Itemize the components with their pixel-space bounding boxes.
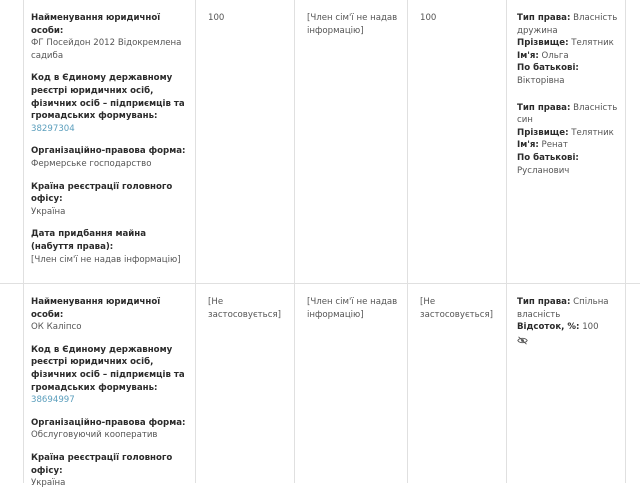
surname: Телятник: [571, 127, 614, 138]
patronymic: Вікторівна: [517, 75, 565, 86]
table-cell-value: 100: [420, 13, 437, 23]
field-label: Ім'я:: [517, 140, 539, 151]
eye-slash-icon[interactable]: [517, 336, 528, 350]
right-type: Спільна власність: [517, 297, 609, 320]
field-label: По батькові:: [517, 63, 579, 74]
field-label: Тип права:: [517, 13, 571, 23]
field-label: Найменування юридичної особи:: [31, 297, 161, 320]
legal-form: Обслуговуючий кооператив: [31, 430, 158, 441]
first-name: Ольга: [541, 50, 569, 61]
surname: Телятник: [571, 38, 614, 49]
patronymic: Русланович: [517, 165, 570, 176]
country: Україна: [31, 206, 66, 217]
field-label: Тип права:: [517, 297, 571, 307]
field-label: Код в Єдиному державному реєстрі юридичних осіб, фізичних осіб – підприємців та громадських формувань:: [31, 73, 185, 122]
table-cell-company: [31, 12, 189, 276]
first-name: Ренат: [541, 140, 568, 151]
company-name: ФГ Посейдон 2012 Відокремлена садиба: [31, 38, 182, 61]
column-divider: [195, 0, 196, 483]
row-divider: [0, 283, 640, 284]
legal-form: Фермерське господарство: [31, 158, 152, 169]
field-label: Найменування юридичної особи:: [31, 13, 161, 36]
field-label: Організаційно-правова форма:: [31, 417, 186, 428]
table-cell-owners: [517, 296, 623, 349]
column-divider: [407, 0, 408, 483]
table-cell-value: 100: [208, 13, 225, 23]
field-label: По батькові:: [517, 152, 579, 163]
field-label: Прізвище:: [517, 38, 569, 49]
table-border-right: [625, 0, 626, 483]
field-label: Тип права:: [517, 102, 571, 113]
field-label: Країна реєстрації головного офісу:: [31, 452, 173, 476]
field-label: Код в Єдиному державному реєстрі юридичних осіб, фізичних осіб – підприємців та громадських формувань:: [31, 344, 185, 393]
table-cell-value: [Член сім'ї не надав інформацію]: [307, 13, 398, 36]
table-cell-value: [Член сім'ї не надав інформацію]: [307, 297, 398, 320]
column-divider: [294, 0, 295, 483]
right-type: Власність дружина: [517, 13, 618, 36]
table-border-left: [23, 0, 24, 483]
table-cell-owners: [517, 12, 623, 177]
field-label: Організаційно-правова форма:: [31, 146, 186, 157]
acquisition-date: [Член сім'ї не надав інформацію]: [31, 254, 181, 265]
company-name: ОК Каліпсо: [31, 322, 82, 333]
share-percent: 100: [582, 322, 599, 333]
field-label: Ім'я:: [517, 50, 539, 61]
table-cell-value: [Не застосовується]: [420, 297, 493, 320]
right-type: Власність син: [517, 102, 618, 126]
field-label: Прізвище:: [517, 127, 569, 138]
field-label: Дата придбання майна (набуття права):: [31, 229, 147, 252]
table-cell-value: [Не застосовується]: [208, 297, 281, 320]
registry-code-link[interactable]: 38694997: [31, 395, 75, 406]
field-label: Відсоток, %:: [517, 322, 580, 333]
field-label: Країна реєстрації головного офісу:: [31, 181, 173, 205]
owner-block: [517, 102, 623, 178]
registry-code-link[interactable]: 38297304: [31, 123, 75, 134]
table-cell-company: [31, 296, 189, 500]
country: Україна: [31, 478, 66, 489]
owner-block: [517, 12, 623, 88]
column-divider: [506, 0, 507, 483]
